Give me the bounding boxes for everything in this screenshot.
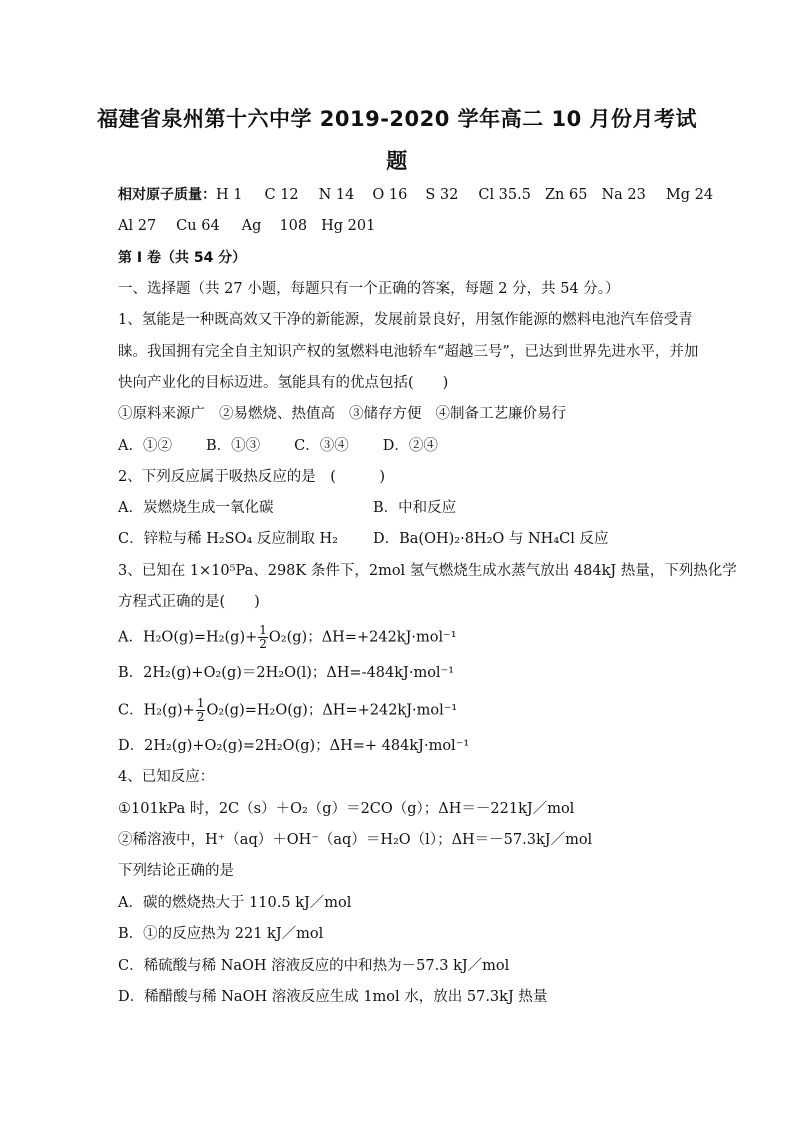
q2-option-a: A．炭燃烧生成一氧化碳	[118, 500, 274, 516]
q3-option-c	[118, 697, 457, 724]
q4-stem: 4、已知反应：	[118, 769, 215, 785]
fraction-denominator: 2	[196, 710, 205, 724]
fraction-denominator: 2	[259, 637, 267, 651]
q1-feature: ③储存方便	[349, 406, 422, 422]
q4-reaction-2: ②稀溶液中，H⁺（aq）＋OH⁻（aq）＝H₂O（l）；ΔH＝－57.3kJ／mol	[118, 832, 593, 848]
fraction-one-half	[258, 624, 268, 651]
q1-stem-line-2: 睐。我国拥有完全自主知识产权的氢燃料电池轿车“超越三号”，已达到世界先进水平，并加	[118, 344, 699, 360]
q1-option-b: B．①③	[205, 438, 261, 454]
q2-stem: 2、下列反应属于吸热反应的是 ( )	[118, 469, 386, 485]
q1-option-d: D．②④	[382, 438, 438, 454]
exam-title-line-2: 题	[386, 149, 408, 173]
q1-features	[118, 404, 566, 424]
q4-option-a: A．碳的燃烧热大于 110.5 kJ／mol	[118, 895, 352, 911]
mass-item: Al 27	[118, 218, 157, 234]
q3-option-a-part: A．H₂O(g)=H₂(g)+	[118, 629, 258, 646]
q3-option-b: B．2H₂(g)+O₂(g)＝2H₂O(l)；ΔH=-484kJ·mol⁻¹	[118, 665, 455, 681]
mass-item: Hg 201	[321, 218, 376, 234]
mass-item: Ag	[241, 218, 262, 234]
section-instructions: 一、选择题（共 27 小题，每题只有一个正确的答案，每题 2 分，共 54 分。）	[118, 281, 620, 297]
q1-options	[118, 436, 438, 456]
atomic-masses-label: 相对原子质量：	[118, 187, 216, 203]
q2-option-d: D．Ba(OH)₂·8H₂O 与 NH₄Cl 反应	[373, 531, 609, 547]
fraction-numerator: 1	[196, 696, 205, 710]
atomic-masses-row-1	[118, 185, 713, 205]
mass-item: Cu 64	[176, 218, 220, 234]
mass-item: H 1	[216, 187, 243, 203]
q3-option-a-part: O₂(g)；ΔH=+242kJ·mol⁻¹	[268, 629, 457, 646]
mass-item: Mg 24	[665, 187, 714, 203]
mass-item: Na 23	[601, 187, 646, 203]
q1-option-a: A．①②	[118, 438, 172, 454]
mass-item: N 14	[318, 187, 355, 203]
q1-feature: ①原料来源广	[118, 406, 205, 422]
mass-item: Zn 65	[544, 187, 588, 203]
q1-feature: ②易燃烧、热值高	[219, 406, 335, 422]
mass-item: C 12	[264, 187, 299, 203]
q3-stem-line-2: 方程式正确的是( )	[118, 594, 260, 610]
section-heading: 第 I 卷（共 54 分）	[118, 250, 247, 266]
exam-title-line-1: 福建省泉州第十六中学 2019-2020 学年高二 10 月份月考试	[96, 107, 698, 131]
q1-stem-line-3: 快向产业化的目标迈进。氢能具有的优点包括( )	[118, 375, 449, 391]
q3-option-d: D．2H₂(g)+O₂(g)=2H₂O(g)；ΔH=+ 484kJ·mol⁻¹	[118, 738, 470, 754]
mass-item: O 16	[372, 187, 408, 203]
atomic-masses-row-2	[118, 216, 375, 236]
q1-option-c: C．③④	[294, 438, 349, 454]
mass-item: Cl 35.5	[478, 187, 531, 203]
fraction-numerator: 1	[259, 623, 267, 637]
q3-option-a	[118, 624, 457, 651]
q3-stem-line-1: 3、已知在 1×10⁵Pa、298K 条件下，2mol 氢气燃烧生成水蒸气放出 484kJ 热量，下列热化学	[118, 563, 737, 579]
mass-item: S 32	[425, 187, 459, 203]
q4-option-d: D．稀醋酸与稀 NaOH 溶液反应生成 1mol 水，放出 57.3kJ 热量	[118, 989, 548, 1005]
q4-prompt: 下列结论正确的是	[118, 863, 234, 879]
fraction-one-half	[196, 697, 206, 724]
q4-option-b: B．①的反应热为 221 kJ／mol	[118, 926, 324, 942]
q3-option-c-part: C．H₂(g)+	[118, 702, 195, 719]
q1-feature: ④制备工艺廉价易行	[435, 406, 566, 422]
mass-item: 108	[279, 218, 308, 234]
q3-option-c-part: O₂(g)=H₂O(g)；ΔH=+242kJ·mol⁻¹	[206, 702, 458, 719]
q2-option-c: C．锌粒与稀 H₂SO₄ 反应制取 H₂	[118, 531, 338, 547]
q1-stem-line-1: 1、氢能是一种既高效又干净的新能源，发展前景良好，用氢作能源的燃料电池汽车倍受青	[118, 312, 693, 328]
q4-reaction-1: ①101kPa 时，2C（s）＋O₂（g）＝2CO（g）；ΔH＝－221kJ／mol	[118, 801, 575, 817]
q2-option-b: B．中和反应	[373, 500, 457, 516]
q4-option-c: C．稀硫酸与稀 NaOH 溶液反应的中和热为－57.3 kJ／mol	[118, 958, 510, 974]
